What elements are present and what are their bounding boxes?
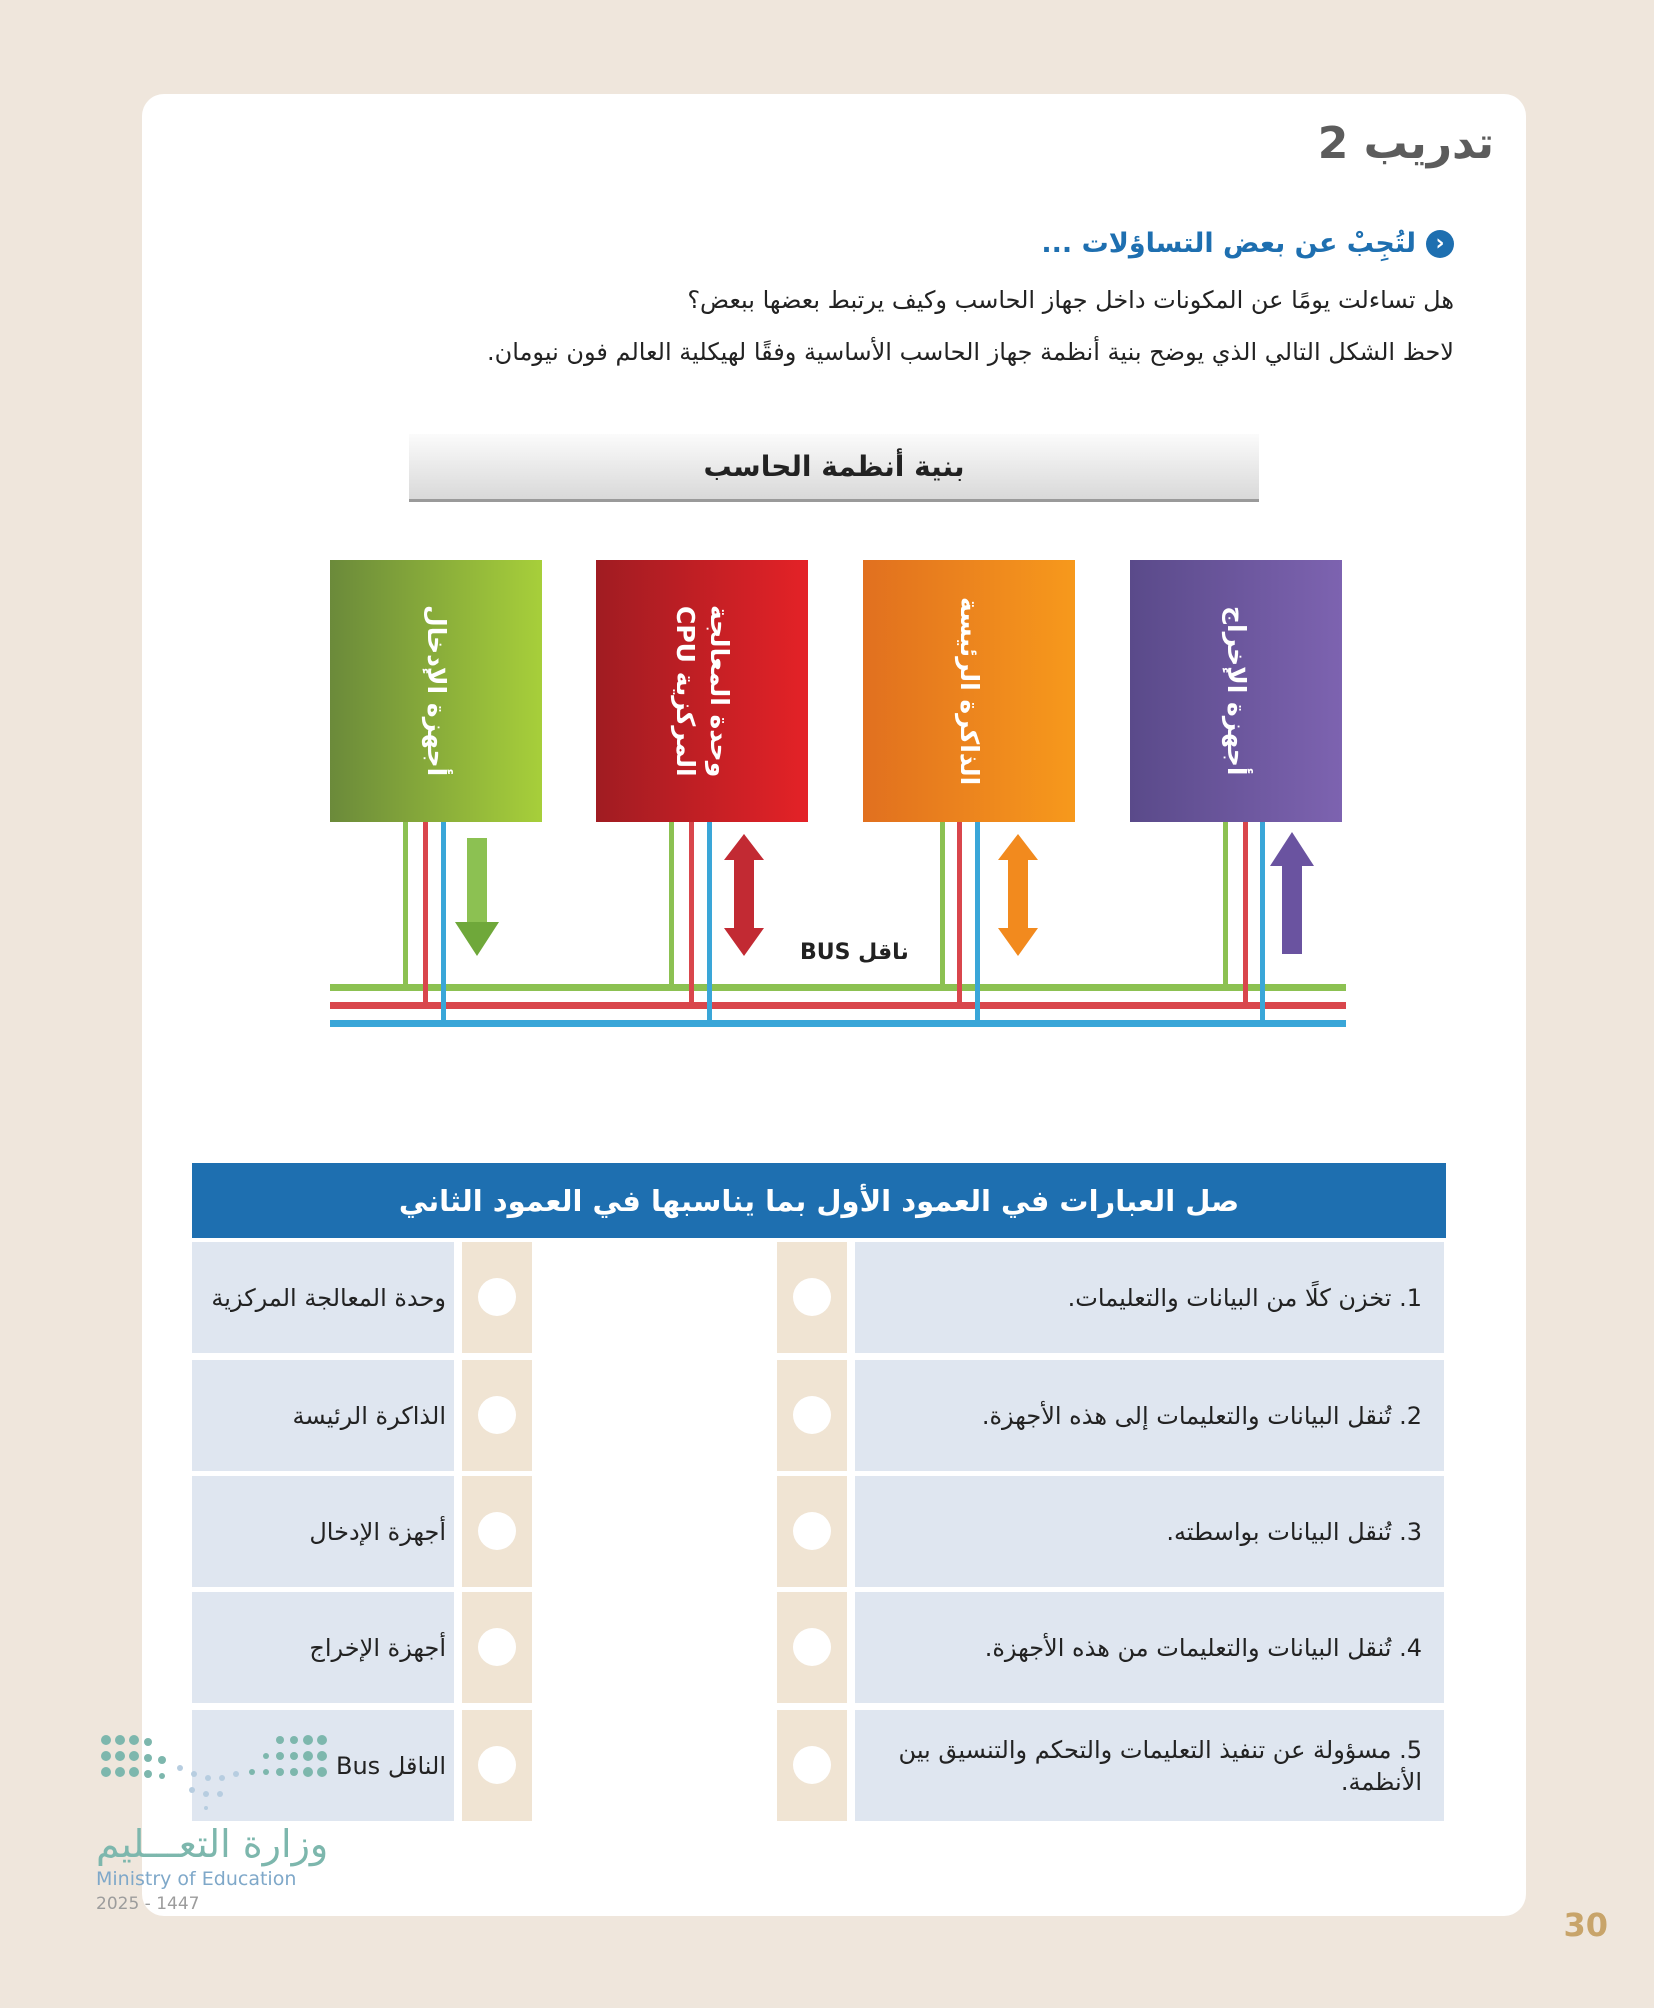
bus-line-green <box>330 984 1346 991</box>
box-label: أجهزة الإدخال <box>422 605 451 777</box>
input-devices-box <box>330 560 542 822</box>
page-number: 30 <box>1563 1906 1608 1944</box>
statement-match-dot[interactable] <box>793 1278 831 1316</box>
bus-connector <box>957 822 962 1006</box>
bus-connector <box>1260 822 1265 1024</box>
subheading <box>1041 228 1454 259</box>
edition-year: 2025 - 1447 <box>96 1894 200 1914</box>
von-neumann-diagram <box>330 560 1346 1040</box>
answer-match-dot[interactable] <box>478 1628 516 1666</box>
bus-connector <box>441 822 446 1024</box>
statement-text: 2. تُنقل البيانات والتعليمات إلى هذه الأجهزة. <box>981 1401 1422 1430</box>
statement-text: 5. مسؤولة عن تنفيذ التعليمات والتحكم والتنسيق بين الأنظمة. <box>898 1735 1422 1796</box>
cpu-box <box>596 560 808 822</box>
bus-line-blue <box>330 1020 1346 1027</box>
bus-connector <box>403 822 408 988</box>
ministry-name-english: Ministry of Education <box>96 1868 297 1890</box>
arrow-down-icon <box>455 838 499 956</box>
statement-text: 4. تُنقل البيانات والتعليمات من هذه الأجهزة. <box>984 1633 1422 1662</box>
answer-text: الذاكرة الرئيسة <box>292 1401 446 1430</box>
ministry-name-arabic: وزارة التعـــليم <box>96 1822 329 1866</box>
statement-match-dot[interactable] <box>793 1628 831 1666</box>
ministry-logo-icon <box>96 1728 336 1828</box>
bus-connector <box>423 822 428 1006</box>
answer-match-dot[interactable] <box>478 1746 516 1784</box>
bus-connector <box>707 822 712 1024</box>
bus-label: ناقل BUS <box>800 940 909 965</box>
box-label <box>668 605 736 777</box>
box-label-line2: المركزية CPU <box>671 605 700 777</box>
arrow-bidirectional-icon <box>724 834 764 956</box>
answer-text: أجهزة الإخراج <box>309 1633 446 1662</box>
bus-connector <box>940 822 945 988</box>
subheading-text: لتُجِبْ عن بعض التساؤلات ... <box>1041 228 1416 259</box>
answer-match-dot[interactable] <box>478 1512 516 1550</box>
output-devices-box <box>1130 560 1342 822</box>
box-label-line1: وحدة المعالجة <box>705 604 734 778</box>
arrow-bidirectional-icon <box>998 834 1038 956</box>
intro-question: هل تساءلت يومًا عن المكونات داخل جهاز الحاسب وكيف يرتبط بعضها ببعض؟ <box>687 286 1454 314</box>
statement-match-dot[interactable] <box>793 1746 831 1784</box>
bus-connector <box>669 822 674 988</box>
exercise-title: تدريب 2 <box>1317 118 1494 169</box>
answer-match-dot[interactable] <box>478 1396 516 1434</box>
bus-connector <box>1223 822 1228 988</box>
answer-text: الناقل Bus <box>336 1751 446 1780</box>
statement-text: 1. تخزن كلًا من البيانات والتعليمات. <box>1067 1283 1422 1312</box>
box-label: الذاكرة الرئيسة <box>955 596 984 786</box>
matching-header: صل العبارات في العمود الأول بما يناسبها في العمود الثاني <box>192 1163 1446 1238</box>
statement-text: 3. تُنقل البيانات بواسطته. <box>1166 1517 1422 1546</box>
bus-connector <box>689 822 694 1006</box>
arrow-up-icon <box>1270 832 1314 954</box>
diagram-title: بنية أنظمة الحاسب <box>409 434 1259 502</box>
bus-connector <box>1243 822 1248 1006</box>
statement-match-dot[interactable] <box>793 1396 831 1434</box>
answer-text: وحدة المعالجة المركزية <box>211 1283 446 1312</box>
chevron-left-icon: ‹ <box>1426 230 1454 258</box>
statement-match-dot[interactable] <box>793 1512 831 1550</box>
bus-connector <box>975 822 980 1024</box>
intro-instruction: لاحظ الشكل التالي الذي يوضح بنية أنظمة جهاز الحاسب الأساسية وفقًا لهيكلية العالم فون نيومان. <box>487 338 1454 366</box>
bus-line-red <box>330 1002 1346 1009</box>
answer-match-dot[interactable] <box>478 1278 516 1316</box>
answer-text: أجهزة الإدخال <box>309 1517 446 1546</box>
box-label: أجهزة الإخراج <box>1222 606 1251 776</box>
main-memory-box <box>863 560 1075 822</box>
